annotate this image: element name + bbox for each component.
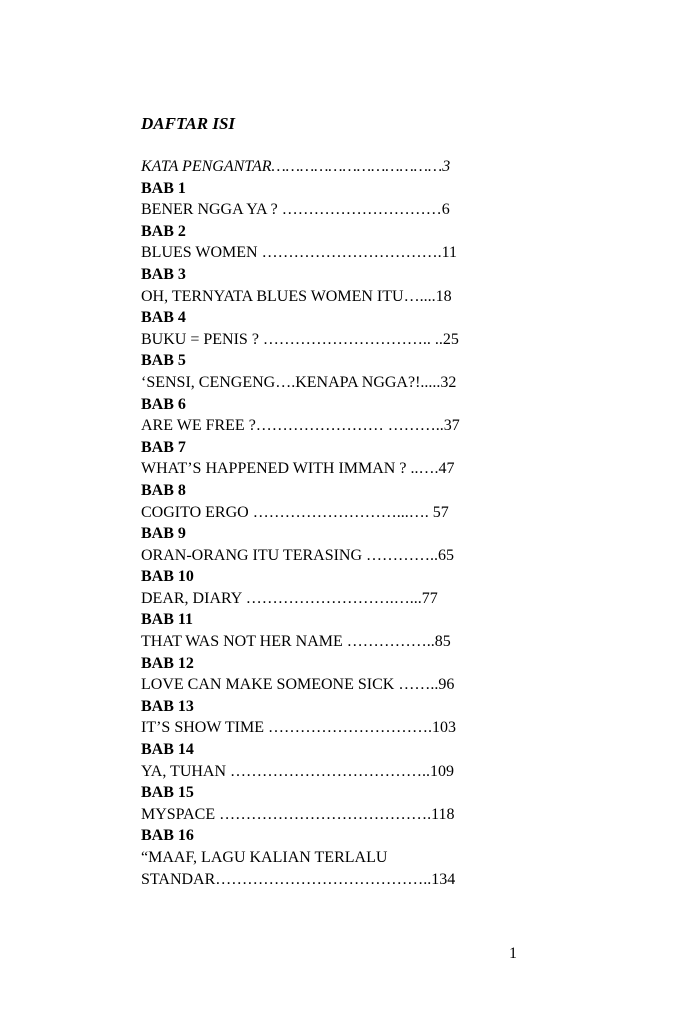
chapter-entry: IT’S SHOW TIME ………………………….103 bbox=[141, 719, 456, 737]
chapter-label: BAB 15 bbox=[141, 784, 194, 802]
chapter-entry: WHAT’S HAPPENED WITH IMMAN ? ..….47 bbox=[141, 460, 455, 478]
toc-title: DAFTAR ISI bbox=[141, 114, 236, 133]
chapter-entry: COGITO ERGO ………………………...…. 57 bbox=[141, 503, 449, 521]
page-number: 1 bbox=[509, 945, 517, 962]
chapter-entry: MYSPACE ………………………………….118 bbox=[141, 805, 455, 823]
table-of-contents bbox=[141, 156, 541, 890]
chapter-label: BAB 13 bbox=[141, 697, 194, 715]
chapter-entry: THAT WAS NOT HER NAME ……………..85 bbox=[141, 633, 451, 651]
chapter-entry: ARE WE FREE ?…………………… ………..37 bbox=[141, 417, 460, 435]
chapter-entry: BUKU = PENIS ? ………………………….. ..25 bbox=[141, 330, 459, 348]
chapter-label: BAB 5 bbox=[141, 352, 186, 370]
toc-entry-intro: KATA PENGANTAR………………………………3 bbox=[141, 158, 451, 175]
chapter-label: BAB 9 bbox=[141, 525, 186, 543]
chapter-label: BAB 16 bbox=[141, 827, 194, 845]
chapter-label: BAB 12 bbox=[141, 654, 194, 672]
chapter-label: BAB 7 bbox=[141, 438, 186, 456]
chapter-entry: ‘SENSI, CENGENG….KENAPA NGGA?!.....32 bbox=[141, 373, 457, 391]
chapter-label: BAB 4 bbox=[141, 309, 186, 327]
chapter-label: BAB 3 bbox=[141, 265, 186, 283]
chapter-label: BAB 1 bbox=[141, 179, 186, 197]
chapter-entry: “MAAF, LAGU KALIAN TERLALU bbox=[141, 849, 388, 866]
chapter-entry: ORAN-ORANG ITU TERASING …………..65 bbox=[141, 546, 455, 564]
chapter-label: BAB 2 bbox=[141, 222, 186, 240]
chapter-label: BAB 11 bbox=[141, 611, 194, 629]
chapter-entry: OH, TERNYATA BLUES WOMEN ITU…....18 bbox=[141, 287, 452, 305]
chapter-label: BAB 10 bbox=[141, 568, 194, 586]
chapter-label: BAB 6 bbox=[141, 395, 186, 413]
chapter-label: BAB 14 bbox=[141, 741, 194, 759]
chapter-entry-continuation: STANDAR…………………………………..134 bbox=[141, 870, 456, 888]
chapter-entry: YA, TUHAN ………………………………..109 bbox=[141, 762, 455, 780]
chapter-entry: LOVE CAN MAKE SOMEONE SICK ……..96 bbox=[141, 676, 455, 694]
chapter-entry: DEAR, DIARY ……………………….…...77 bbox=[141, 589, 438, 607]
chapter-entry: BLUES WOMEN …………………………….11 bbox=[141, 244, 457, 262]
chapter-entry: BENER NGGA YA ? …………………………6 bbox=[141, 201, 450, 219]
chapter-label: BAB 8 bbox=[141, 481, 186, 499]
